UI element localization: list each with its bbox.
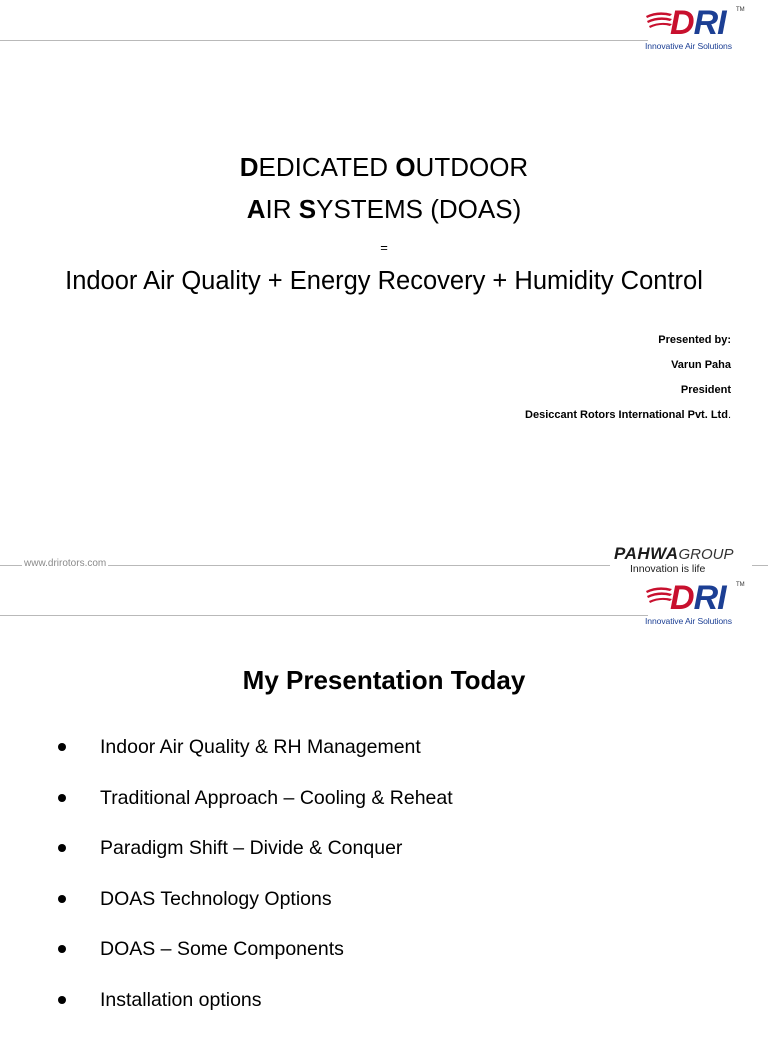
bullet-icon bbox=[58, 743, 66, 751]
dri-wordmark: DRI bbox=[670, 579, 726, 617]
presenter-name: Varun Paha bbox=[671, 359, 731, 371]
dri-wordmark: DRI bbox=[670, 4, 726, 42]
title-line-1: DEDICATED OUTDOOR bbox=[239, 152, 529, 182]
equals-sign: = bbox=[380, 240, 388, 255]
presenter-company: Desiccant Rotors International Pvt. Ltd. bbox=[525, 409, 731, 421]
trademark: TM bbox=[736, 582, 745, 588]
bullet-icon bbox=[58, 895, 66, 903]
bullet-icon bbox=[58, 794, 66, 802]
group-suffix: GROUP bbox=[678, 546, 734, 563]
header-divider bbox=[0, 40, 648, 41]
footer-url: www.drirotors.com bbox=[24, 558, 107, 569]
bullet-icon bbox=[58, 844, 66, 852]
trademark: TM bbox=[736, 7, 745, 13]
title-line-2: AIR SYSTEMS (DOAS) bbox=[246, 194, 522, 224]
slide-subtitle: Indoor Air Quality + Energy Recovery + Humidity Control bbox=[65, 267, 703, 295]
logo-tagline: Innovative Air Solutions bbox=[645, 616, 732, 626]
logo-tagline: Innovative Air Solutions bbox=[645, 41, 732, 51]
bullet-icon bbox=[58, 996, 66, 1004]
dri-logo bbox=[644, 581, 756, 629]
header-divider bbox=[0, 615, 648, 616]
dri-logo bbox=[644, 6, 756, 54]
footer-divider-right bbox=[752, 565, 768, 566]
pahwa-group-logo bbox=[614, 545, 754, 575]
presenter-role: President bbox=[680, 384, 731, 396]
group-tagline: Innovation is life bbox=[630, 563, 706, 575]
slide-title: My Presentation Today bbox=[242, 665, 526, 695]
bullet-icon bbox=[58, 945, 66, 953]
group-brand: PAHWA bbox=[614, 544, 679, 563]
agenda-slide: DRI TM Innovative Air Solutions My Presentation Today Indoor Air Quality & RH Management Traditional Approach – Cooling & Reheat Paradigm Shift – Divide & Conquer DOAS Technology Options DOAS – Some Components Installation options bbox=[0, 590, 768, 1024]
presenter-label: Presented by: bbox=[658, 334, 731, 346]
